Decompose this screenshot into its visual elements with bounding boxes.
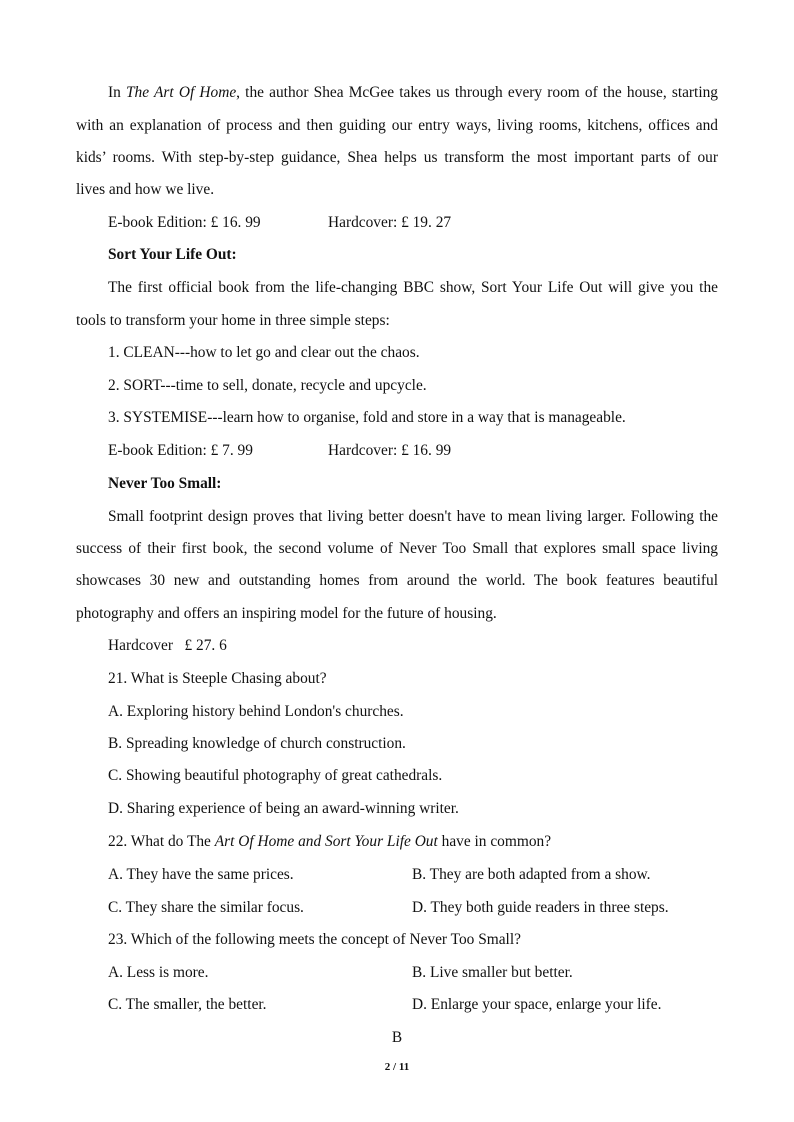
sort-your-life-out-line-2: tools to transform your home in three simple steps: <box>76 312 390 329</box>
sort-step-3: 3. SYSTEMISE---learn how to organise, fold and store in a way that is manageable. <box>108 409 626 426</box>
art-of-home-hardcover-price: Hardcover: £ 19. 27 <box>328 214 452 231</box>
sort-step-1: 1. CLEAN---how to let go and clear out the chaos. <box>108 344 420 361</box>
art-of-home-line-4: lives and how we live. <box>76 181 215 198</box>
sort-your-life-out-line-1: The first official book from the life-changing BBC show, Sort Your Life Out will give you the <box>108 279 718 296</box>
sort-ebook-price: E-book Edition: £ 7. 99 <box>108 442 253 459</box>
art-of-home-line-3: kids’ rooms. With step-by-step guidance, Shea helps us transform the most important parts of our <box>76 149 718 166</box>
never-too-small-line-3: showcases 30 new and outstanding homes from around the world. The book features beautiful <box>76 572 718 589</box>
question-21-stem: 21. What is Steeple Chasing about? <box>108 670 327 687</box>
never-too-small-line-1: Small footprint design proves that living better doesn't have to mean living larger. Following the <box>108 508 718 525</box>
art-of-home-ebook-price: E-book Edition: £ 16. 99 <box>108 214 261 231</box>
question-21-option-a: A. Exploring history behind London's churches. <box>108 703 404 720</box>
question-23-option-c: C. The smaller, the better. <box>108 996 267 1013</box>
question-22-stem: 22. What do The Art Of Home and Sort Your Life Out have in common? <box>108 833 552 850</box>
question-21-option-c: C. Showing beautiful photography of great cathedrals. <box>108 767 443 784</box>
question-23-option-b: B. Live smaller but better. <box>412 964 573 981</box>
never-too-small-line-4: photography and offers an inspiring model for the future of housing. <box>76 605 497 622</box>
question-21-option-d: D. Sharing experience of being an award-winning writer. <box>108 800 459 817</box>
art-of-home-line-2: with an explanation of process and then guiding our entry ways, living rooms, kitchens, offices and <box>76 117 718 134</box>
never-too-small-line-2: success of their first book, the second volume of Never Too Small that explores small space living <box>76 540 718 557</box>
art-of-home-line-1: In The Art Of Home, the author Shea McGee takes us through every room of the house, starting <box>108 84 718 101</box>
section-marker: B <box>391 1029 403 1046</box>
book-title-art-of-home: The Art Of Home <box>126 84 237 101</box>
sort-hardcover-price: Hardcover: £ 16. 99 <box>328 442 452 459</box>
question-21-option-b: B. Spreading knowledge of church construction. <box>108 735 406 752</box>
page-number: 2 / 11 <box>384 1061 410 1073</box>
sort-step-2: 2. SORT---time to sell, donate, recycle and upcycle. <box>108 377 427 394</box>
never-too-small-heading: Never Too Small: <box>108 475 222 492</box>
question-22-option-d: D. They both guide readers in three steps. <box>412 899 669 916</box>
question-22-option-a: A. They have the same prices. <box>108 866 294 883</box>
question-22-option-b: B. They are both adapted from a show. <box>412 866 651 883</box>
question-23-option-a: A. Less is more. <box>108 964 209 981</box>
question-23-option-d: D. Enlarge your space, enlarge your life. <box>412 996 662 1013</box>
question-23-stem: 23. Which of the following meets the concept of Never Too Small? <box>108 931 521 948</box>
sort-your-life-out-heading: Sort Your Life Out: <box>108 246 237 263</box>
never-too-small-price: Hardcover £ 27. 6 <box>108 637 227 654</box>
question-22-option-c: C. They share the similar focus. <box>108 899 304 916</box>
